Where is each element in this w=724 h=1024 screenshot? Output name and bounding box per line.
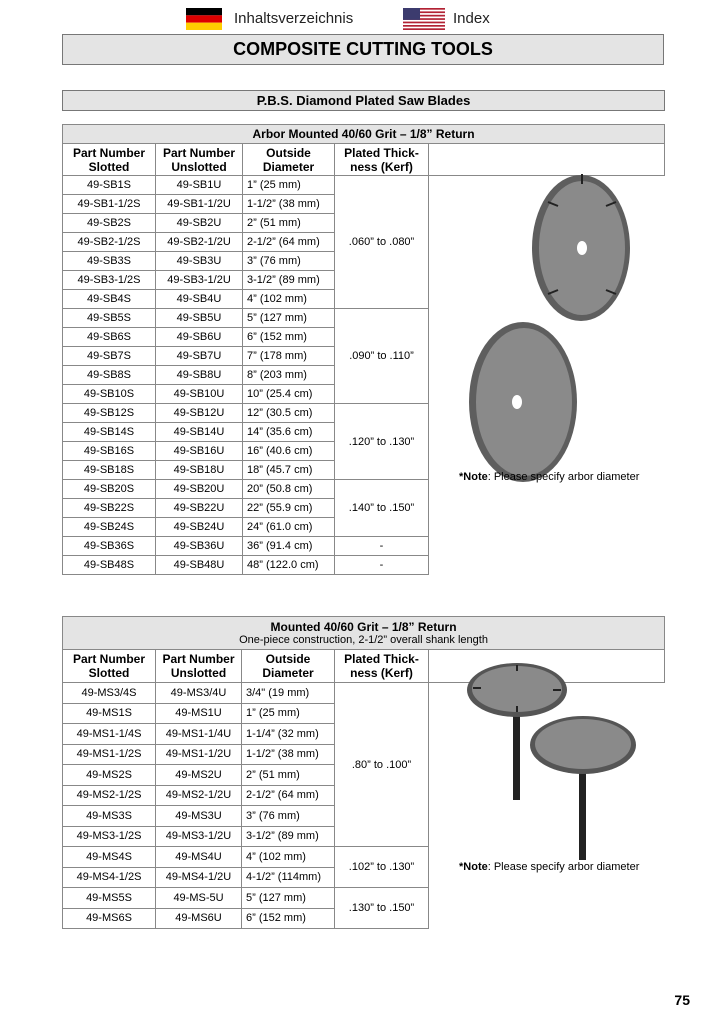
part-number-unslotted: 49-MS4U (156, 847, 242, 868)
part-number-slotted: 49-SB6S (63, 328, 156, 347)
part-number-unslotted: 49-MS2-1/2U (156, 785, 242, 806)
part-number-unslotted: 49-SB36U (156, 537, 243, 556)
part-number-slotted: 49-SB4S (63, 290, 156, 309)
part-number-slotted: 49-SB7S (63, 347, 156, 366)
mounted-blade-image-cell (429, 650, 665, 873)
outside-diameter: 48” (122.0 cm) (243, 556, 335, 575)
part-number-unslotted: 49-SB8U (156, 366, 243, 385)
table1-title: Arbor Mounted 40/60 Grit – 1/8” Return (63, 125, 665, 144)
part-number-unslotted: 49-SB7U (156, 347, 243, 366)
outside-diameter: 24” (61.0 cm) (243, 518, 335, 537)
part-number-slotted: 49-SB14S (63, 423, 156, 442)
outside-diameter: 16” (40.6 cm) (243, 442, 335, 461)
outside-diameter: 1-1/4” (32 mm) (242, 724, 335, 745)
part-number-slotted: 49-MS5S (63, 888, 156, 909)
part-number-unslotted: 49-SB1-1/2U (156, 195, 243, 214)
outside-diameter: 8” (203 mm) (243, 366, 335, 385)
note-label: *Note (459, 471, 488, 483)
part-number-slotted: 49-SB2S (63, 214, 156, 233)
part-number-unslotted: 49-SB22U (156, 499, 243, 518)
part-number-slotted: 49-MS6S (63, 908, 156, 929)
part-number-unslotted: 49-MS3/4U (156, 683, 242, 704)
part-number-unslotted: 49-MS1-1/4U (156, 724, 242, 745)
part-number-slotted: 49-SB16S (63, 442, 156, 461)
specify-arbor-note (459, 471, 639, 483)
outside-diameter: 14” (35.6 cm) (243, 423, 335, 442)
outside-diameter: 4” (102 mm) (242, 847, 335, 868)
part-number-unslotted: 49-SB3-1/2U (156, 271, 243, 290)
part-number-unslotted: 49-SB16U (156, 442, 243, 461)
outside-diameter: 4-1/2” (114mm) (242, 867, 335, 888)
kerf-value: .090” to .110” (335, 309, 429, 404)
arbor-mounted-table (62, 124, 665, 575)
column-header: Part Number Slotted (63, 650, 156, 683)
outside-diameter: 12” (30.5 cm) (243, 404, 335, 423)
outside-diameter: 10” (25.4 cm) (243, 385, 335, 404)
table-row (63, 556, 665, 575)
part-number-unslotted: 49-MS1U (156, 703, 242, 724)
index-link[interactable]: Index (453, 10, 490, 27)
unslotted-mounted-blade-icon (530, 716, 636, 860)
outside-diameter: 5” (127 mm) (242, 888, 335, 909)
outside-diameter: 6” (152 mm) (243, 328, 335, 347)
part-number-unslotted: 49-MS4-1/2U (156, 867, 242, 888)
outside-diameter: 1” (25 mm) (243, 176, 335, 195)
part-number-unslotted: 49-SB10U (156, 385, 243, 404)
part-number-slotted: 49-MS4S (63, 847, 156, 868)
part-number-unslotted: 49-MS2U (156, 765, 242, 786)
outside-diameter: 1” (25 mm) (242, 703, 335, 724)
part-number-slotted: 49-SB1-1/2S (63, 195, 156, 214)
part-number-slotted: 49-MS2S (63, 765, 156, 786)
part-number-unslotted: 49-SB2U (156, 214, 243, 233)
part-number-slotted: 49-SB3S (63, 252, 156, 271)
section-subtitle: P.B.S. Diamond Plated Saw Blades (62, 90, 665, 111)
part-number-slotted: 49-SB20S (63, 480, 156, 499)
column-header: Part Number Unslotted (156, 650, 242, 683)
part-number-unslotted: 49-SB20U (156, 480, 243, 499)
outside-diameter: 3” (76 mm) (243, 252, 335, 271)
part-number-slotted: 49-SB24S (63, 518, 156, 537)
outside-diameter: 4” (102 mm) (243, 290, 335, 309)
kerf-value: .130” to .150” (335, 888, 429, 929)
outside-diameter: 7” (178 mm) (243, 347, 335, 366)
part-number-slotted: 49-SB36S (63, 537, 156, 556)
slotted-blade-icon (532, 174, 630, 321)
image-wrapper (433, 144, 669, 483)
outside-diameter: 3” (76 mm) (242, 806, 335, 827)
table2-title-cell (63, 617, 665, 650)
part-number-unslotted: 49-SB1U (156, 176, 243, 195)
column-header: Outside Diameter (242, 650, 335, 683)
specify-arbor-note (459, 861, 639, 873)
outside-diameter: 1-1/2” (38 mm) (243, 195, 335, 214)
part-number-unslotted: 49-SB6U (156, 328, 243, 347)
part-number-unslotted: 49-SB12U (156, 404, 243, 423)
us-flag-icon[interactable] (403, 8, 445, 30)
contents-link[interactable]: Inhaltsverzeichnis (234, 10, 354, 27)
column-header: Plated Thick-ness (Kerf) (335, 650, 429, 683)
part-number-unslotted: 49-SB5U (156, 309, 243, 328)
part-number-slotted: 49-MS3/4S (63, 683, 156, 704)
part-number-slotted: 49-SB8S (63, 366, 156, 385)
table2-title: Mounted 40/60 Grit – 1/8” Return (270, 620, 457, 634)
outside-diameter: 2” (51 mm) (242, 765, 335, 786)
kerf-value: .140” to .150” (335, 480, 429, 537)
part-number-unslotted: 49-MS3U (156, 806, 242, 827)
part-number-slotted: 49-SB3-1/2S (63, 271, 156, 290)
note-label: *Note (459, 861, 488, 873)
outside-diameter: 6” (152 mm) (242, 908, 335, 929)
part-number-unslotted: 49-MS3-1/2U (156, 826, 242, 847)
part-number-slotted: 49-MS4-1/2S (63, 867, 156, 888)
part-number-slotted: 49-SB2-1/2S (63, 233, 156, 252)
table-row (63, 537, 665, 556)
part-number-unslotted: 49-SB3U (156, 252, 243, 271)
column-header: Part Number Slotted (63, 144, 156, 176)
part-number-slotted: 49-MS3S (63, 806, 156, 827)
part-number-slotted: 49-SB18S (63, 461, 156, 480)
outside-diameter: 36” (91.4 cm) (243, 537, 335, 556)
part-number-slotted: 49-MS3-1/2S (63, 826, 156, 847)
outside-diameter: 3-1/2” (89 mm) (242, 826, 335, 847)
outside-diameter: 3-1/2” (89 mm) (243, 271, 335, 290)
kerf-value: - (335, 556, 429, 575)
note-text: : Please specify arbor diameter (487, 471, 640, 483)
part-number-unslotted: 49-SB48U (156, 556, 243, 575)
part-number-slotted: 49-MS1-1/4S (63, 724, 156, 745)
german-flag-icon[interactable] (186, 8, 222, 30)
part-number-unslotted: 49-MS-5U (156, 888, 242, 909)
outside-diameter: 2” (51 mm) (243, 214, 335, 233)
kerf-value: .120” to .130” (335, 404, 429, 480)
column-header: Plated Thick-ness (Kerf) (335, 144, 429, 176)
index-nav (403, 8, 503, 32)
table2-subtitle: One-piece construction, 2-1/2” overall shank length (239, 634, 488, 646)
page-title: COMPOSITE CUTTING TOOLS (62, 34, 664, 65)
outside-diameter: 1-1/2” (38 mm) (242, 744, 335, 765)
part-number-slotted: 49-MS2-1/2S (63, 785, 156, 806)
part-number-slotted: 49-SB5S (63, 309, 156, 328)
column-header: Part Number Unslotted (156, 144, 243, 176)
part-number-unslotted: 49-SB14U (156, 423, 243, 442)
mounted-table (62, 616, 665, 929)
part-number-unslotted: 49-MS1-1/2U (156, 744, 242, 765)
part-number-unslotted: 49-SB24U (156, 518, 243, 537)
outside-diameter: 18” (45.7 cm) (243, 461, 335, 480)
saw-blade-image-cell (429, 144, 665, 483)
column-header: Outside Diameter (243, 144, 335, 176)
outside-diameter: 20” (50.8 cm) (243, 480, 335, 499)
part-number-slotted: 49-SB22S (63, 499, 156, 518)
part-number-unslotted: 49-SB4U (156, 290, 243, 309)
kerf-value: .060” to .080” (335, 176, 429, 309)
part-number-slotted: 49-SB1S (63, 176, 156, 195)
outside-diameter: 2-1/2” (64 mm) (242, 785, 335, 806)
note-text: : Please specify arbor diameter (487, 861, 640, 873)
kerf-value: .80” to .100” (335, 683, 429, 847)
outside-diameter: 5” (127 mm) (243, 309, 335, 328)
part-number-slotted: 49-SB48S (63, 556, 156, 575)
part-number-unslotted: 49-SB2-1/2U (156, 233, 243, 252)
image-wrapper (433, 650, 669, 873)
outside-diameter: 2-1/2” (64 mm) (243, 233, 335, 252)
kerf-value: - (335, 537, 429, 556)
page-number: 75 (674, 992, 690, 1008)
part-number-unslotted: 49-SB18U (156, 461, 243, 480)
part-number-slotted: 49-MS1S (63, 703, 156, 724)
part-number-slotted: 49-MS1-1/2S (63, 744, 156, 765)
part-number-unslotted: 49-MS6U (156, 908, 242, 929)
outside-diameter: 3/4" (19 mm) (242, 683, 335, 704)
part-number-slotted: 49-SB10S (63, 385, 156, 404)
outside-diameter: 22” (55.9 cm) (243, 499, 335, 518)
part-number-slotted: 49-SB12S (63, 404, 156, 423)
kerf-value: .102” to .130” (335, 847, 429, 888)
unslotted-blade-icon (469, 322, 577, 482)
